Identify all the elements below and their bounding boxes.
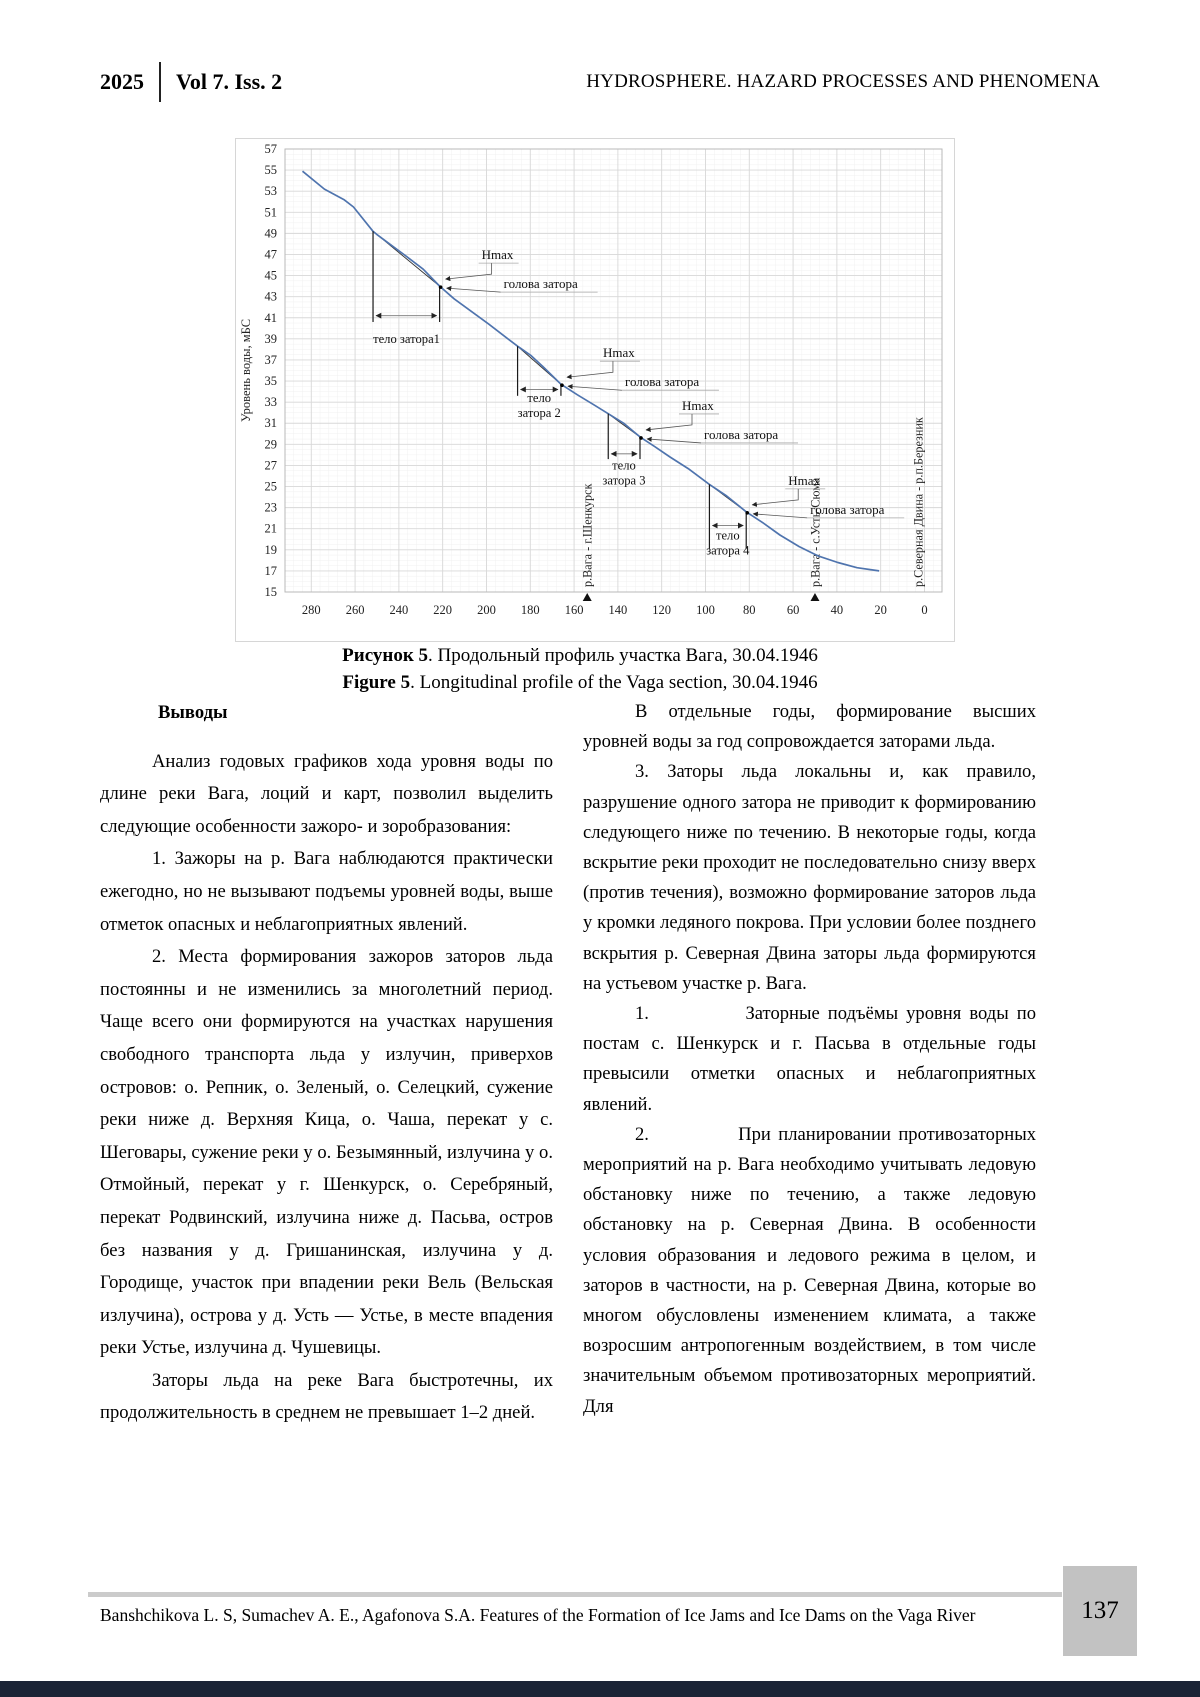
profile-chart xyxy=(236,139,952,639)
svg-text:60: 60 xyxy=(786,603,800,617)
station-triangle-marker xyxy=(810,593,819,601)
hmax-label: Hmax xyxy=(681,397,714,413)
paragraph: Анализ годовых графиков хода уровня воды по длине реки Вага, лоций и карт, позволил выделить следующие особенности зажоро- и зоробразования: xyxy=(100,750,553,837)
jam-body-label: затора 2 xyxy=(517,406,561,421)
svg-text:40: 40 xyxy=(830,603,844,617)
jam-head-label: голова затора xyxy=(624,374,700,390)
station-label: р.Северная Двина - р.п.Березник xyxy=(911,417,926,587)
paragraph: 2. Места формирования зажоров заторов льда постоянны и не изменились за многолетний период. Чаще всего они формируются на участках нарушения свободного транспорта льда у излучин, приверхов островов: о. Репник, о. Зеленый, о. Селецкий, сужение реки ниже д. Верхняя Кица, о. Чаша, перекат у с. Шеговары, сужение реки у о. Безымянный, излучина у о. Отмойный, перекат у г. Шенкурск, о. Серебряный, перекат Родвинский, излучина ниже д. Пасьва, остров без названия у д. Гришанинская, излучина у д. Городище, участок при впадении реки Вель (Вельская излучина), острова у д. Усть — Устье, в месте впадения реки Устье, излучина д. Чушевицы. xyxy=(100,946,553,1359)
svg-text:29: 29 xyxy=(264,437,277,452)
paragraph: 2. При планировании противозаторных мероприятий на р. Вага необходимо учитывать ледовую обстановку ниже по течению, а также ледовую обстановку на р. Северная Двина. В особенности условия образования и ледового режима в целом, и заторов в частности, на р. Северная Двина, которые во многом обусловлены изменением климата, а также возросшим антропогенным воздействием, в том числе значительным объемом противозаторных мероприятий. Для xyxy=(583,1123,1036,1417)
svg-text:27: 27 xyxy=(264,458,277,473)
svg-text:19: 19 xyxy=(264,542,277,557)
page-bottom-bar xyxy=(0,1681,1200,1697)
jam-body-label: тело xyxy=(527,391,552,406)
station-triangle-marker xyxy=(583,593,592,601)
svg-text:43: 43 xyxy=(264,289,277,304)
jam-head-point xyxy=(560,383,564,387)
caption-en xyxy=(100,669,1060,696)
station-label: р.Вага - с.Усть-Сюма xyxy=(808,477,823,587)
hmax-label: Hmax xyxy=(481,247,514,263)
minor-grid xyxy=(285,149,942,592)
y-axis-title: Уровень воды, мБС xyxy=(239,318,253,423)
svg-text:37: 37 xyxy=(264,352,277,367)
citation-text: Banshchikova L. S, Sumachev A. E., Agafonova S.A. Features of the Formation of Ice Jams and Ice Dams on the Vaga River xyxy=(100,1605,976,1625)
svg-text:20: 20 xyxy=(874,603,887,617)
svg-text:45: 45 xyxy=(264,268,277,283)
svg-text:31: 31 xyxy=(264,416,277,431)
svg-text:47: 47 xyxy=(264,247,277,262)
jam-head-leader xyxy=(568,386,622,390)
svg-text:25: 25 xyxy=(264,479,277,494)
conclusions-section xyxy=(100,697,1036,1430)
svg-text:57: 57 xyxy=(264,142,277,156)
caption-ru-label: Рисунок 5 xyxy=(342,645,429,666)
svg-text:51: 51 xyxy=(264,205,277,220)
svg-text:35: 35 xyxy=(264,374,277,389)
jam-head-label: голова затора xyxy=(503,276,578,292)
journal-year: 2025 xyxy=(100,69,144,94)
caption-en-label: Figure 5 xyxy=(342,672,411,693)
svg-text:55: 55 xyxy=(264,163,277,178)
hmax-label: Hmax xyxy=(788,472,820,488)
svg-text:53: 53 xyxy=(264,184,277,199)
svg-text:49: 49 xyxy=(264,226,277,241)
jam-body-label: затора 3 xyxy=(602,473,646,488)
paragraph: В отдельные годы, формирование высших уровней воды за год сопровождается заторами льда. xyxy=(583,701,1036,753)
caption-ru xyxy=(100,642,1060,669)
svg-text:80: 80 xyxy=(743,603,756,617)
svg-text:180: 180 xyxy=(520,603,540,617)
hmax-leader xyxy=(446,263,492,279)
left-column xyxy=(100,697,553,1430)
jam-body-label: затора 4 xyxy=(706,543,750,558)
svg-text:100: 100 xyxy=(696,603,715,617)
header-divider xyxy=(159,62,161,102)
svg-text:120: 120 xyxy=(652,603,672,617)
svg-text:220: 220 xyxy=(433,603,453,617)
svg-text:21: 21 xyxy=(264,521,277,536)
svg-text:33: 33 xyxy=(264,395,277,410)
svg-text:140: 140 xyxy=(608,603,628,617)
page-number: 137 xyxy=(1081,1597,1119,1624)
journal-volume: Vol 7. Iss. 2 xyxy=(176,69,283,94)
station-label: р.Вага - г.Шенкурск xyxy=(580,483,595,587)
jam-head-point xyxy=(639,436,643,440)
svg-text:260: 260 xyxy=(345,603,365,617)
svg-text:0: 0 xyxy=(921,603,928,617)
paragraph: 3. Заторы льда локальны и, как правило, разрушение одного затора не приводит к формированию следующего ниже по течению. В некоторые годы, когда вскрытие реки проходит не последовательно снизу вверх (против течения), возможно формирование заторов льда у кромки ледяного покрова. При условии более позднего вскрытия р. Северная Двина заторы льда формируются на устьевом участке р. Вага. xyxy=(583,761,1036,994)
x-axis-labels xyxy=(302,603,928,617)
paragraph: 1. Заторные подъёмы уровня воды по постам с. Шенкурск и г. Пасьва в отдельные годы превысили отметки опасных и неблагоприятных явлений. xyxy=(583,1003,1036,1115)
svg-text:240: 240 xyxy=(389,603,409,617)
jam-body-label: тело затора1 xyxy=(373,332,440,347)
paragraph: Заторы льда на реке Вага быстротечны, их продолжительность в среднем не превышает 1–2 дней. xyxy=(100,1369,553,1424)
jam-body-label: тело xyxy=(612,458,636,473)
footer-citation xyxy=(100,1602,1040,1629)
jam-head-leader xyxy=(647,439,701,443)
caption-en-text: . Longitudinal profile of the Vaga section, 30.04.1946 xyxy=(410,672,818,693)
footer-divider xyxy=(88,1592,1062,1597)
page-number-badge xyxy=(1063,1566,1137,1656)
ice-jam-annotation xyxy=(373,231,598,346)
svg-text:280: 280 xyxy=(301,603,321,617)
journal-title: HYDROSPHERE. HAZARD PROCESSES AND PHENOMENA xyxy=(586,71,1100,92)
conclusions-heading: Выводы xyxy=(158,702,228,723)
svg-text:15: 15 xyxy=(264,585,277,599)
page-header xyxy=(100,62,1100,102)
right-column xyxy=(583,697,1036,1430)
figure-captions xyxy=(100,642,1060,696)
svg-text:160: 160 xyxy=(564,603,584,617)
svg-text:200: 200 xyxy=(477,603,496,617)
jam-head-point xyxy=(745,511,749,515)
caption-ru-text: . Продольный профиль участка Вага, 30.04.1946 xyxy=(428,645,818,666)
jam-head-point xyxy=(439,285,443,289)
y-axis-labels xyxy=(265,142,278,599)
svg-text:39: 39 xyxy=(264,331,277,346)
svg-text:23: 23 xyxy=(264,500,277,515)
paragraph: 1. Зажоры на р. Вага наблюдаются практически ежегодно, но не вызывают подъемы уровней воды, выше отметок опасных и неблагоприятных явлений. xyxy=(100,848,553,935)
hmax-label: Hmax xyxy=(602,345,635,361)
ice-jam-annotation xyxy=(602,398,798,488)
svg-text:17: 17 xyxy=(264,563,277,578)
jam-head-leader xyxy=(753,514,807,518)
jam-head-label: голова затора xyxy=(703,426,779,442)
svg-text:41: 41 xyxy=(264,310,277,325)
jam-body-label: тело xyxy=(715,528,740,543)
figure-5-chart-frame xyxy=(235,138,955,642)
jam-head-label: голова затора xyxy=(810,501,885,517)
